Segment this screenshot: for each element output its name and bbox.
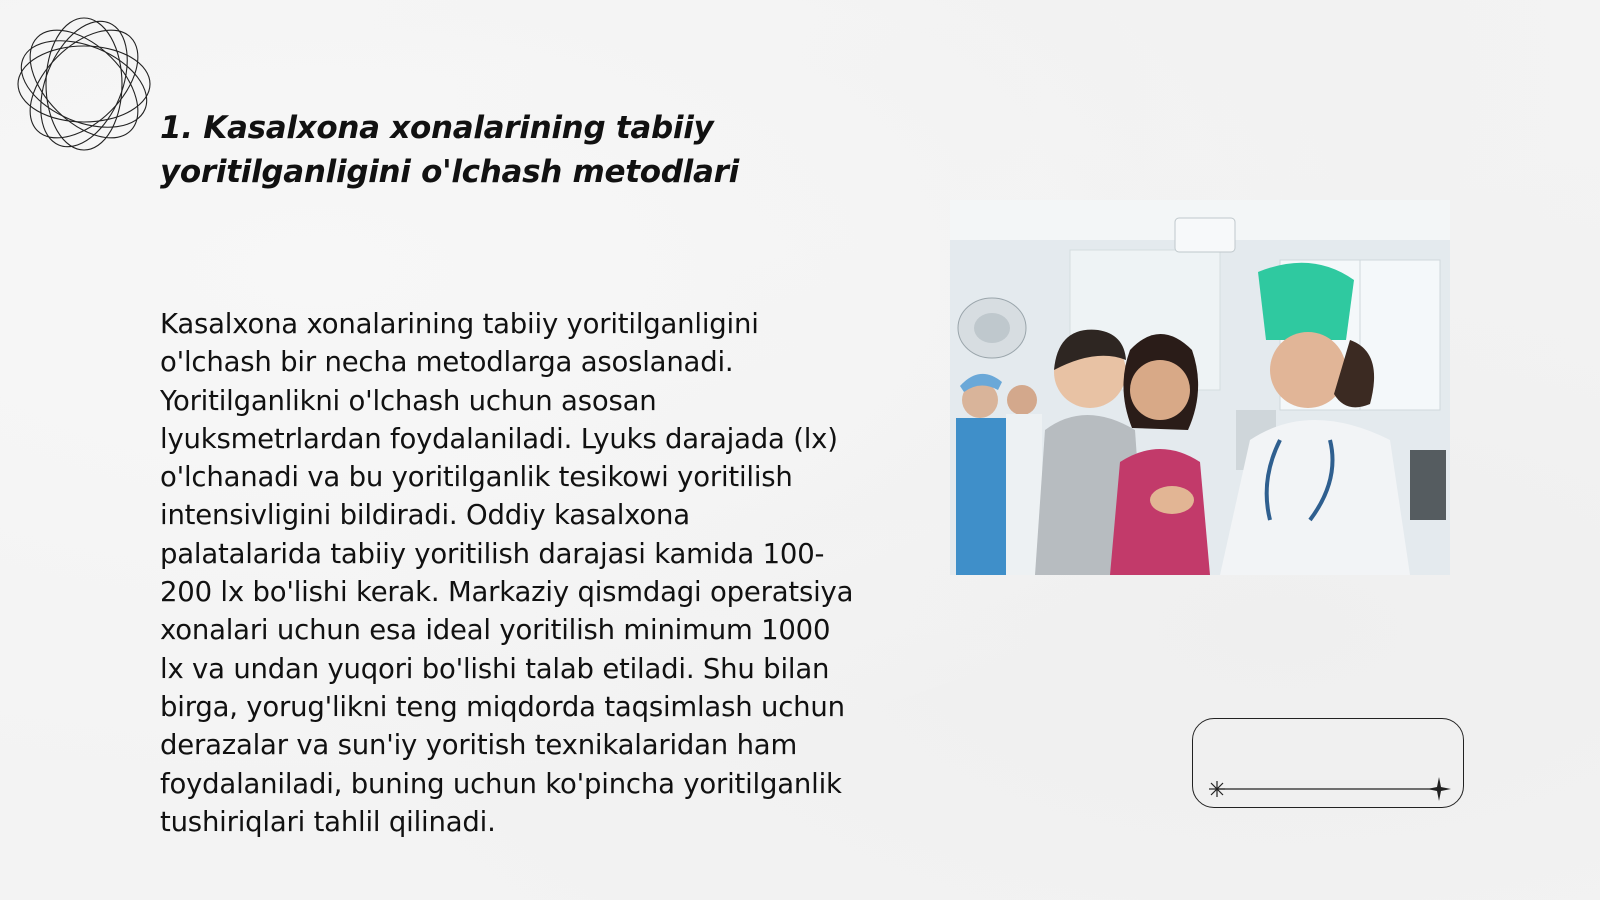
orbit-rings-icon [10,10,158,158]
slide-title: 1. Kasalxona xonalarining tabiiy yoritilganligini o'lchash metodlari [160,110,739,190]
sparkle-icon [1209,781,1225,797]
decorative-frame [1192,718,1464,808]
plus-star-icon [1427,777,1451,801]
slide-body-text: Kasalxona xonalarining tabiiy yoritilganligini o'lchash bir necha metodlarga asoslanadi. Yoritilganlikni o'lchash uchun asosan lyuksmetrlardan foydalaniladi. Lyuks darajada (lx) o'lchanadi va bu yoritilganlik tesikowi yoritilish intensivligini bildiradi. Oddiy kasalxona palatalarida tabiiy yoritilish darajasi kamida 100-200 lx bo'lishi kerak. Markaziy qismdagi operatsiya xonalari uchun esa ideal yoritilish minimum 1000 lx va undan yuqori bo'lishi talab etiladi. Shu bilan birga, yorug'likni teng miqdorda taqsimlash uchun derazalar va sun'iy yoritish texnikalaridan ham foydalaniladi, buning uchun ko'pincha yoritilganlik tushiriqlari tahlil qilinadi. [160,308,854,838]
hospital-photo [950,200,1450,575]
